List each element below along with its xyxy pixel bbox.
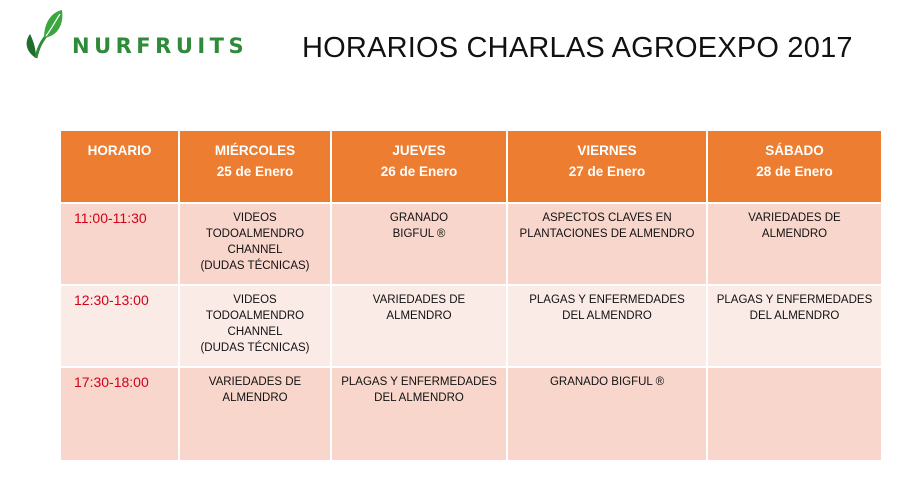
talk-line: ALMENDRO bbox=[222, 392, 288, 404]
talk-line: PLAGAS Y ENFERMEDADES bbox=[529, 294, 685, 306]
talk-line: VIDEOS bbox=[233, 212, 277, 224]
talk-cell bbox=[179, 203, 331, 285]
talk-line: PLAGAS Y ENFERMEDADES bbox=[341, 376, 497, 388]
time-slot: 11:00-11:30 bbox=[61, 203, 179, 285]
talk-line: TODOALMENDRO bbox=[205, 228, 305, 240]
header-label: HORARIO bbox=[87, 143, 152, 158]
talk-cell-empty bbox=[707, 367, 881, 460]
header-date: 26 de Enero bbox=[380, 164, 458, 179]
talk-cell bbox=[179, 367, 331, 460]
header-horario bbox=[61, 131, 179, 203]
talk-line: DEL ALMENDRO bbox=[562, 310, 652, 322]
table-row bbox=[61, 285, 881, 367]
talk-cell bbox=[179, 285, 331, 367]
header-viernes bbox=[507, 131, 707, 203]
table-row bbox=[61, 367, 881, 460]
talk-line: VARIEDADES DE bbox=[372, 294, 466, 306]
logo-wordmark: NURFRUITS bbox=[72, 34, 249, 58]
talk-line: BIGFUL ® bbox=[392, 228, 446, 240]
talk-cell bbox=[507, 285, 707, 367]
header-date: 25 de Enero bbox=[216, 164, 294, 179]
leaf-sprout-icon bbox=[22, 8, 66, 60]
talk-line: CHANNEL bbox=[227, 326, 283, 338]
talk-line: (DUDAS TÉCNICAS) bbox=[200, 342, 310, 354]
talk-cell bbox=[331, 285, 507, 367]
header-jueves bbox=[331, 131, 507, 203]
talk-line: VIDEOS bbox=[233, 294, 277, 306]
header-day: VIERNES bbox=[577, 143, 637, 158]
talk-cell bbox=[507, 367, 707, 460]
header-miercoles bbox=[179, 131, 331, 203]
table-row bbox=[61, 203, 881, 285]
talk-cell bbox=[707, 285, 881, 367]
header-date: 27 de Enero bbox=[568, 164, 646, 179]
talk-line: PLAGAS Y ENFERMEDADES bbox=[716, 294, 873, 306]
time-slot: 17:30-18:00 bbox=[61, 367, 179, 460]
time-slot: 12:30-13:00 bbox=[61, 285, 179, 367]
header-row bbox=[61, 131, 881, 203]
talk-line: ASPECTOS CLAVES EN bbox=[542, 212, 672, 224]
header-day: SÁBADO bbox=[765, 143, 824, 158]
talk-line: DEL ALMENDRO bbox=[749, 310, 840, 322]
talk-line: (DUDAS TÉCNICAS) bbox=[200, 260, 310, 272]
header-day: JUEVES bbox=[392, 143, 446, 158]
talk-cell bbox=[707, 203, 881, 285]
talk-line: GRANADO BIGFUL ® bbox=[549, 376, 665, 388]
talk-line: CHANNEL bbox=[227, 244, 283, 256]
page-title: HORARIOS CHARLAS AGROEXPO 2017 bbox=[302, 32, 853, 64]
talk-line: TODOALMENDRO bbox=[205, 310, 305, 322]
talk-cell bbox=[331, 367, 507, 460]
header-sabado bbox=[707, 131, 881, 203]
schedule-table bbox=[61, 131, 881, 460]
talk-line: VARIEDADES DE bbox=[208, 376, 302, 388]
talk-cell bbox=[331, 203, 507, 285]
talk-line: GRANADO bbox=[389, 212, 449, 224]
talk-line: PLANTACIONES DE ALMENDRO bbox=[519, 228, 695, 240]
talk-line: VARIEDADES DE bbox=[748, 212, 841, 224]
talk-line: ALMENDRO bbox=[761, 228, 828, 240]
brand-logo bbox=[22, 8, 248, 60]
talk-cell bbox=[507, 203, 707, 285]
talk-line: DEL ALMENDRO bbox=[374, 392, 464, 404]
header-date: 28 de Enero bbox=[756, 164, 833, 179]
talk-line: ALMENDRO bbox=[386, 310, 452, 322]
header-day: MIÉRCOLES bbox=[214, 143, 296, 158]
